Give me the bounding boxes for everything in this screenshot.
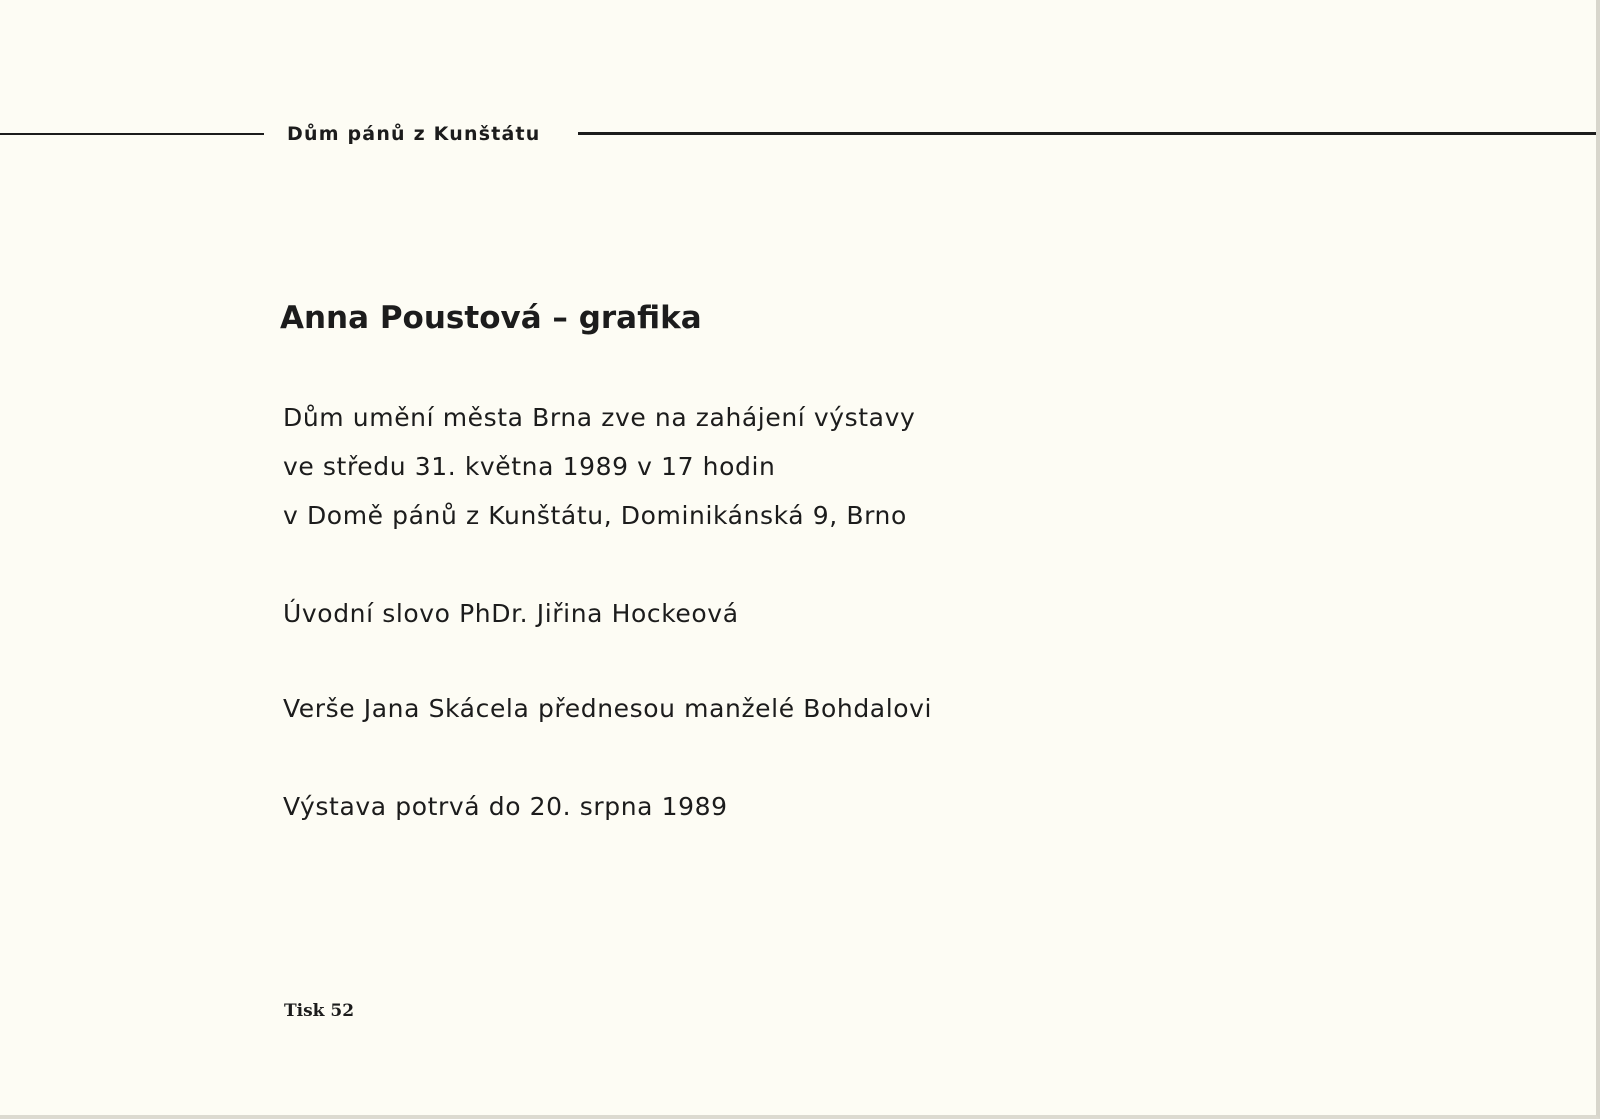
invitation-line-host: Dům umění města Brna zve na zahájení výstavy [283,403,916,432]
printer-mark: Tisk 52 [284,1001,355,1021]
header-row [0,121,1596,147]
invitation-line-duration: Výstava potrvá do 20. srpna 1989 [283,792,728,821]
exhibition-title: Anna Poustová – grafika [280,300,702,336]
invitation-line-date: ve středu 31. května 1989 v 17 hodin [283,452,776,481]
header-rule-right [578,132,1596,135]
invitation-line-poetry: Verše Jana Skácela přednesou manželé Bohdalovi [283,694,933,723]
header-rule-left [0,133,264,135]
venue-name: Dům pánů z Kunštátu [287,123,541,145]
invitation-line-opening-speech: Úvodní slovo PhDr. Jiřina Hockeová [283,599,739,628]
invitation-line-address: v Domě pánů z Kunštátu, Dominikánská 9, Brno [283,501,907,530]
